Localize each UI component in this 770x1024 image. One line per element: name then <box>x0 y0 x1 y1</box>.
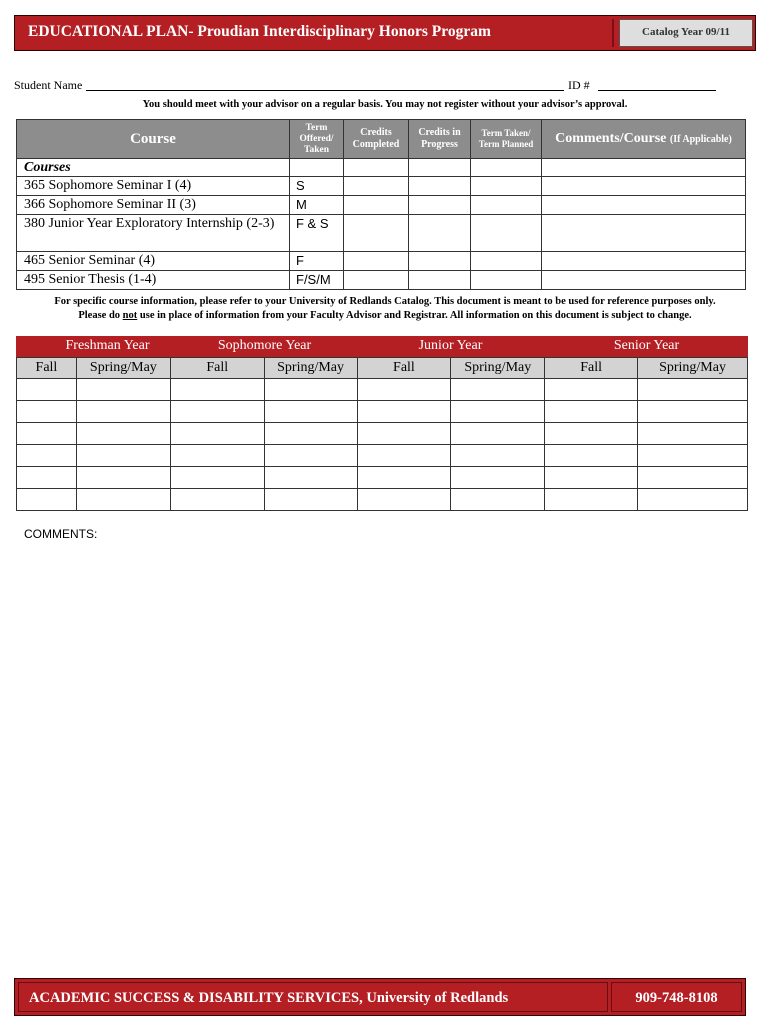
page-title: EDUCATIONAL PLAN- Proudian Interdisciplinary Honors Program <box>28 23 491 40</box>
plan-cell[interactable] <box>451 445 545 467</box>
plan-cell[interactable] <box>264 379 357 401</box>
plan-cell[interactable] <box>451 467 545 489</box>
course-table-header <box>17 120 746 159</box>
table-cell[interactable] <box>409 252 471 271</box>
table-cell[interactable] <box>471 215 542 252</box>
table-cell[interactable] <box>471 271 542 290</box>
header-comments-note: (If Applicable) <box>669 134 732 145</box>
plan-cell[interactable] <box>638 489 748 511</box>
plan-cell[interactable] <box>76 489 170 511</box>
year-plan-table <box>16 357 748 511</box>
comments-label: COMMENTS: <box>24 527 98 541</box>
plan-cell[interactable] <box>451 401 545 423</box>
course-term: F & S <box>290 215 344 252</box>
course-name: 465 Senior Seminar (4) <box>17 252 290 271</box>
plan-cell[interactable] <box>17 423 77 445</box>
table-cell[interactable] <box>471 159 542 177</box>
disclaimer-line-2-start: Please do <box>78 310 123 321</box>
table-row <box>17 271 746 290</box>
table-cell[interactable] <box>344 159 409 177</box>
plan-cell[interactable] <box>545 423 638 445</box>
page-footer <box>14 978 746 1016</box>
table-cell[interactable] <box>344 177 409 196</box>
table-cell[interactable] <box>409 159 471 177</box>
plan-cell[interactable] <box>17 489 77 511</box>
header-term-taken: Term Taken/ Term Planned <box>471 120 542 159</box>
plan-cell[interactable] <box>357 423 451 445</box>
plan-cell[interactable] <box>17 467 77 489</box>
plan-cell[interactable] <box>76 379 170 401</box>
disclaimer-line-2-end: use in place of information from your Faculty Advisor and Registrar. All information on this document is subject to change. <box>137 310 692 321</box>
table-row <box>17 252 746 271</box>
course-term: M <box>290 196 344 215</box>
course-term: F <box>290 252 344 271</box>
plan-cell[interactable] <box>638 401 748 423</box>
table-cell[interactable] <box>409 271 471 290</box>
student-id-label: ID # <box>568 78 590 92</box>
plan-cell[interactable] <box>76 467 170 489</box>
year-senior: Senior Year <box>613 338 680 353</box>
student-name-label: Student Name <box>14 78 83 92</box>
footer-phone-box <box>611 982 742 1012</box>
term-senior-spring: Spring/May <box>638 358 748 379</box>
plan-cell[interactable] <box>357 401 451 423</box>
course-term: S <box>290 177 344 196</box>
course-term: F/S/M <box>290 271 344 290</box>
plan-row <box>17 423 748 445</box>
plan-row <box>17 445 748 467</box>
table-row <box>17 177 746 196</box>
header-title-box <box>18 19 614 47</box>
header-term-offered: Term Offered/ Taken <box>290 120 344 159</box>
student-id-field[interactable] <box>598 90 716 91</box>
plan-cell[interactable] <box>76 445 170 467</box>
plan-row <box>17 401 748 423</box>
table-cell[interactable] <box>409 215 471 252</box>
table-cell[interactable] <box>344 252 409 271</box>
plan-cell[interactable] <box>545 489 638 511</box>
header-comments <box>542 120 746 159</box>
plan-cell[interactable] <box>357 489 451 511</box>
plan-cell[interactable] <box>170 401 264 423</box>
plan-row <box>17 489 748 511</box>
term-header-row <box>17 358 748 379</box>
plan-cell[interactable] <box>264 489 357 511</box>
catalog-year: Catalog Year 09/11 <box>642 26 730 38</box>
plan-cell[interactable] <box>264 423 357 445</box>
table-cell[interactable] <box>542 159 746 177</box>
catalog-year-box <box>619 19 753 47</box>
plan-cell[interactable] <box>264 401 357 423</box>
plan-cell[interactable] <box>264 445 357 467</box>
table-row <box>17 196 746 215</box>
plan-cell[interactable] <box>170 489 264 511</box>
term-junior-spring: Spring/May <box>451 358 545 379</box>
year-junior: Junior Year <box>418 338 483 353</box>
plan-cell[interactable] <box>638 379 748 401</box>
table-row <box>17 159 746 177</box>
disclaimer-line-1: For specific course information, please refer to your University of Redlands Catalog. This document is meant to be used for reference purposes only. <box>54 296 716 307</box>
header-comments-label: Comments/Course <box>555 131 667 146</box>
plan-cell[interactable] <box>357 467 451 489</box>
year-freshman: Freshman Year <box>65 338 150 353</box>
plan-row <box>17 467 748 489</box>
header-credits-completed: Credits Completed <box>344 120 409 159</box>
table-cell[interactable] <box>471 252 542 271</box>
plan-cell[interactable] <box>17 401 77 423</box>
term-sophomore-fall: Fall <box>170 358 264 379</box>
student-name-field[interactable] <box>86 90 564 91</box>
year-header-bar <box>16 336 748 357</box>
plan-cell[interactable] <box>451 489 545 511</box>
table-cell[interactable] <box>542 252 746 271</box>
footer-office: ACADEMIC SUCCESS & DISABILITY SERVICES, University of Redlands <box>29 990 509 1006</box>
disclaimer <box>0 295 770 323</box>
table-cell[interactable] <box>542 215 746 252</box>
term-freshman-spring: Spring/May <box>76 358 170 379</box>
plan-cell[interactable] <box>76 423 170 445</box>
plan-cell[interactable] <box>638 423 748 445</box>
table-cell[interactable] <box>344 271 409 290</box>
disclaimer-line-2 <box>0 309 770 323</box>
plan-cell[interactable] <box>357 445 451 467</box>
table-cell[interactable] <box>409 177 471 196</box>
footer-office-box <box>18 982 608 1012</box>
header-credits-in-progress: Credits in Progress <box>409 120 471 159</box>
table-cell[interactable] <box>409 196 471 215</box>
plan-cell[interactable] <box>76 401 170 423</box>
advisor-note: You should meet with your advisor on a regular basis. You may not register without your advisor’s approval. <box>142 99 628 110</box>
table-cell[interactable] <box>344 215 409 252</box>
table-cell[interactable] <box>344 196 409 215</box>
plan-cell[interactable] <box>357 379 451 401</box>
table-cell[interactable] <box>542 177 746 196</box>
page-header <box>14 15 756 51</box>
term-sophomore-spring: Spring/May <box>264 358 357 379</box>
plan-cell[interactable] <box>264 467 357 489</box>
plan-cell[interactable] <box>170 423 264 445</box>
plan-cell[interactable] <box>545 445 638 467</box>
plan-cell[interactable] <box>545 379 638 401</box>
plan-cell[interactable] <box>17 445 77 467</box>
table-cell[interactable] <box>290 159 344 177</box>
term-junior-fall: Fall <box>357 358 451 379</box>
table-cell[interactable] <box>471 177 542 196</box>
plan-cell[interactable] <box>17 379 77 401</box>
plan-row <box>17 379 748 401</box>
course-table <box>16 119 746 290</box>
plan-cell[interactable] <box>638 467 748 489</box>
courses-section-heading: Courses <box>17 159 290 177</box>
course-name: 495 Senior Thesis (1-4) <box>17 271 290 290</box>
plan-cell[interactable] <box>451 423 545 445</box>
disclaimer-emphasis: not <box>122 310 138 321</box>
term-freshman-fall: Fall <box>17 358 77 379</box>
table-cell[interactable] <box>471 196 542 215</box>
plan-cell[interactable] <box>545 401 638 423</box>
plan-cell[interactable] <box>170 379 264 401</box>
table-cell[interactable] <box>542 196 746 215</box>
footer-phone: 909-748-8108 <box>635 990 718 1006</box>
term-senior-fall: Fall <box>545 358 638 379</box>
course-name: 366 Sophomore Seminar II (3) <box>17 196 290 215</box>
plan-cell[interactable] <box>638 445 748 467</box>
table-cell[interactable] <box>542 271 746 290</box>
course-name: 380 Junior Year Exploratory Internship (2-3) <box>17 215 290 252</box>
header-course: Course <box>17 120 290 159</box>
plan-cell[interactable] <box>170 467 264 489</box>
course-name: 365 Sophomore Seminar I (4) <box>17 177 290 196</box>
plan-cell[interactable] <box>451 379 545 401</box>
plan-cell[interactable] <box>170 445 264 467</box>
plan-cell[interactable] <box>545 467 638 489</box>
year-sophomore: Sophomore Year <box>217 338 312 353</box>
table-row <box>17 215 746 252</box>
